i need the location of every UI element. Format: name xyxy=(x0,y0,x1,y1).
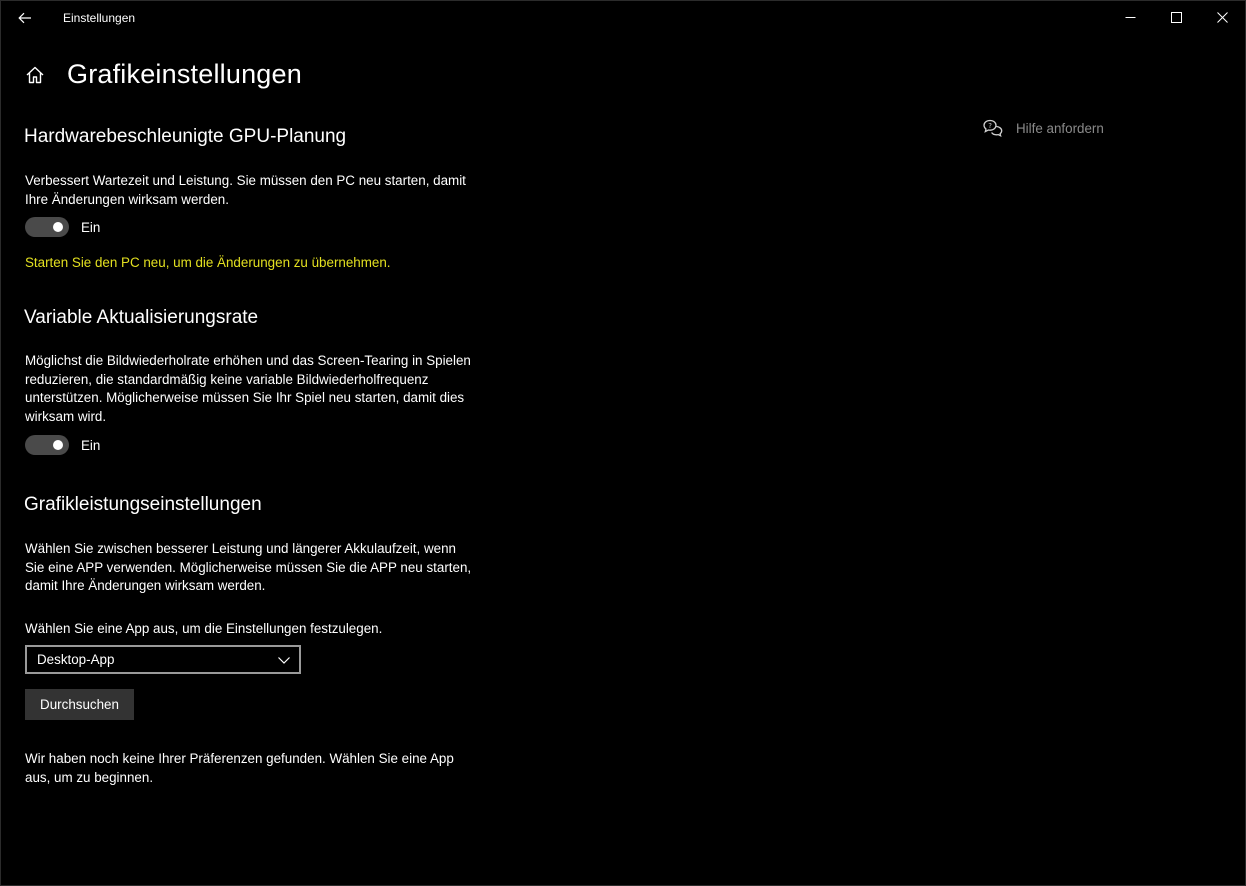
window-controls xyxy=(1107,1,1245,33)
minimize-button[interactable] xyxy=(1107,1,1153,33)
section-heading-gpu-scheduling: Hardwarebeschleunigte GPU-Planung xyxy=(24,126,347,147)
gpu-scheduling-toggle-row xyxy=(25,217,100,237)
restart-notice: Starten Sie den PC neu, um die Änderungen zu übernehmen. xyxy=(25,255,391,270)
app-type-dropdown[interactable] xyxy=(25,645,301,674)
toggle-knob xyxy=(53,222,63,232)
browse-button[interactable]: Durchsuchen xyxy=(25,689,134,720)
back-arrow-icon xyxy=(18,12,32,24)
performance-description: Wählen Sie zwischen besserer Leistung und längerer Akkulaufzeit, wenn Sie eine APP verwenden. Möglicherweise müssen Sie die APP neu starten, damit Ihre Änderungen wirksam werden. xyxy=(25,541,472,593)
minimize-icon xyxy=(1125,12,1136,23)
section-heading-performance: Grafikleistungseinstellungen xyxy=(24,494,262,515)
gpu-scheduling-toggle[interactable] xyxy=(25,217,69,237)
page-header xyxy=(23,59,302,90)
app-type-selected-value: Desktop-App xyxy=(37,652,115,667)
section-heading-variable-refresh: Variable Aktualisierungsrate xyxy=(24,307,259,328)
title-bar xyxy=(1,1,1245,35)
help-link-label: Hilfe anfordern xyxy=(1016,120,1104,136)
help-link[interactable] xyxy=(983,119,1104,137)
empty-preferences-message: Wir haben noch keine Ihrer Präferenzen gefunden. Wählen Sie eine App aus, um zu beginnen. xyxy=(25,751,454,785)
select-app-prompt: Wählen Sie eine App aus, um die Einstellungen festzulegen. xyxy=(25,621,383,636)
maximize-button[interactable] xyxy=(1153,1,1199,33)
variable-refresh-description: Möglichst die Bildwiederholrate erhöhen und das Screen-Tearing in Spielen reduzieren, die standardmäßig keine variable Bildwiederholfrequenz unterstützen. Möglicherweise müssen Sie Ihr Spiel neu starten, damit dies wirksam wird. xyxy=(25,353,471,424)
home-icon xyxy=(25,65,45,85)
variable-refresh-toggle[interactable] xyxy=(25,435,69,455)
page-title: Grafikeinstellungen xyxy=(67,59,302,89)
close-button[interactable] xyxy=(1199,1,1245,33)
svg-text:?: ? xyxy=(988,122,992,130)
back-button[interactable] xyxy=(9,5,41,31)
window-title: Einstellungen xyxy=(63,11,136,25)
gpu-scheduling-toggle-label: Ein xyxy=(81,219,101,235)
maximize-icon xyxy=(1171,12,1182,23)
gpu-scheduling-description: Verbessert Wartezeit und Leistung. Sie müssen den PC neu starten, damit Ihre Änderungen wirksam werden. xyxy=(25,173,466,207)
home-button[interactable] xyxy=(23,63,47,87)
variable-refresh-toggle-row xyxy=(25,435,100,455)
chevron-down-icon xyxy=(277,653,291,667)
chat-help-icon xyxy=(983,119,1003,137)
close-icon xyxy=(1217,12,1228,23)
variable-refresh-toggle-label: Ein xyxy=(81,437,101,453)
toggle-knob xyxy=(53,440,63,450)
